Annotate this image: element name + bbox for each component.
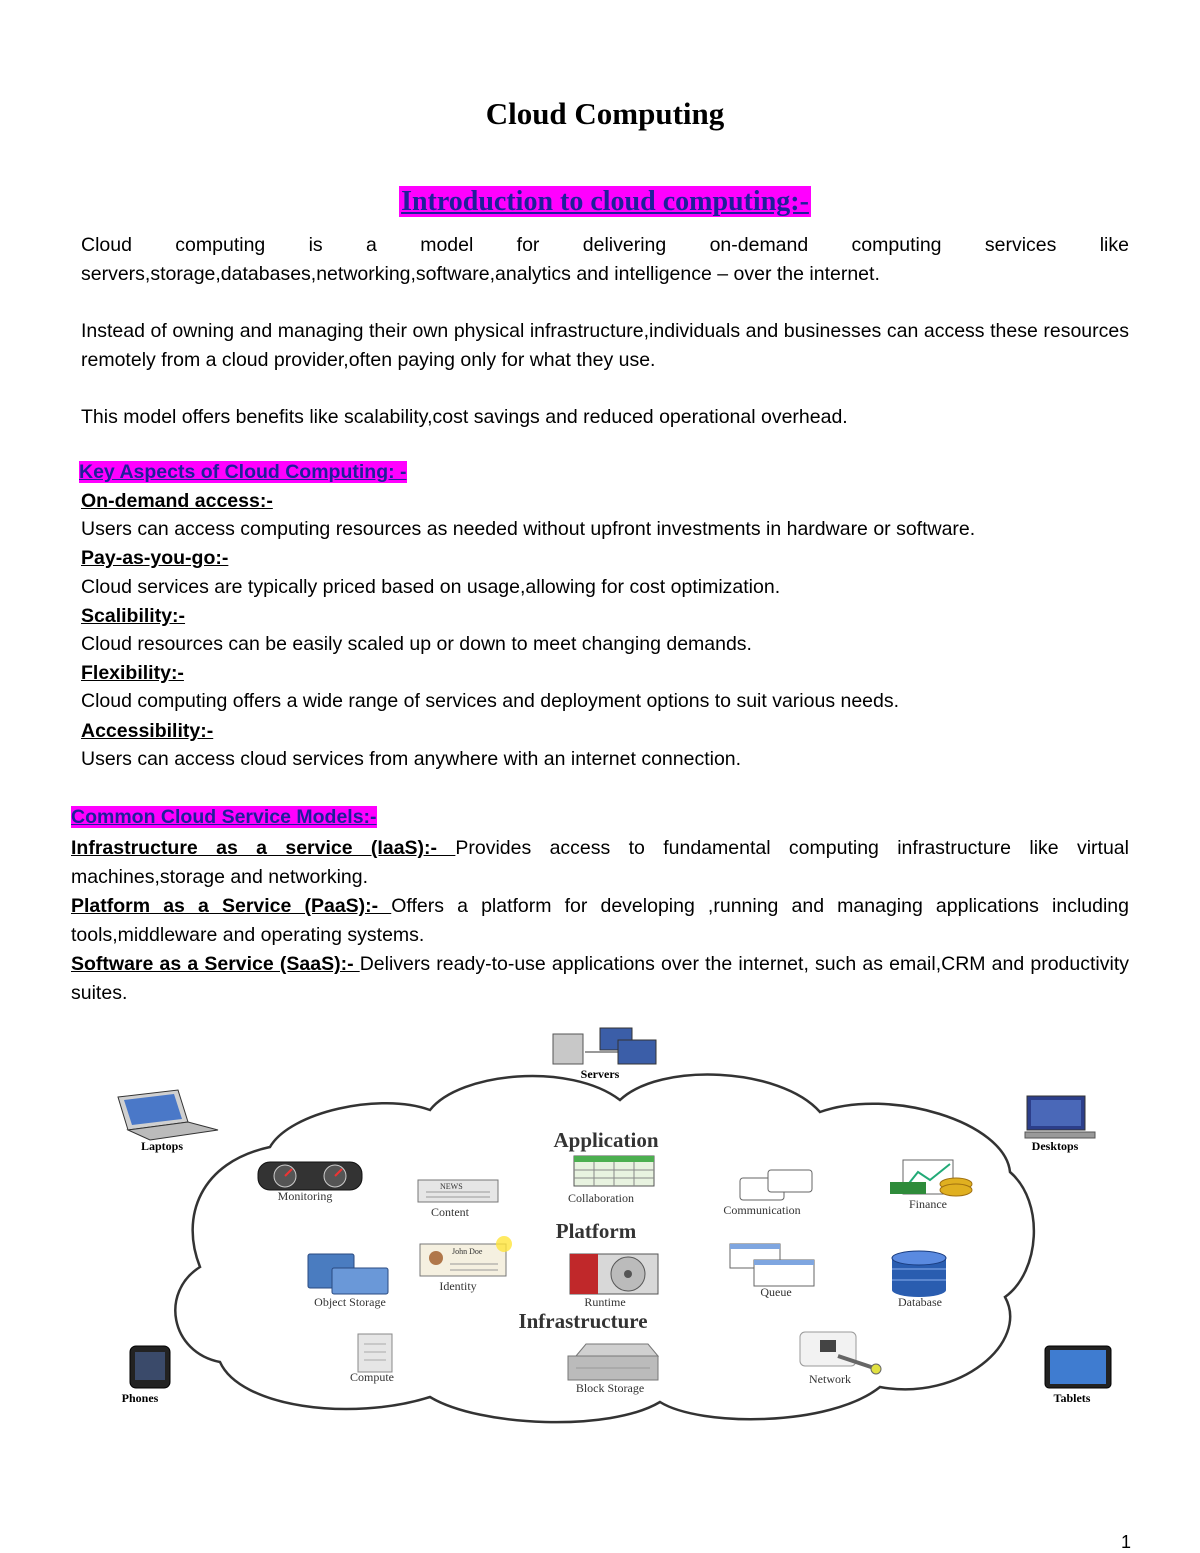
service-model-text: Delivers ready-to-use applications over the internet, such as email,CRM and productivity suites. [71, 953, 1129, 1004]
finance-label: Finance [909, 1197, 947, 1211]
intro-heading [0, 186, 1200, 218]
desktops-label: Desktops [1031, 1139, 1079, 1153]
runtime-label: Runtime [584, 1295, 626, 1309]
runtime-icon [570, 1254, 658, 1294]
servers-label: Servers [580, 1067, 620, 1081]
database-icon [892, 1251, 946, 1297]
aspect-title: On-demand access:- [81, 490, 273, 512]
platform-label: Platform [555, 1219, 637, 1243]
intro-paragraph-2: Instead of owning and managing their own physical infrastructure,individuals and businesses can access these resources remotely from a cloud provider,often paying only for what they use. [81, 320, 1129, 371]
network-label: Network [809, 1372, 851, 1386]
block-storage-icon [568, 1344, 658, 1380]
service-model-title: Platform as a Service (PaaS):- [71, 895, 392, 917]
object-storage-label: Object Storage [314, 1295, 386, 1309]
aspect-title: Flexibility:- [81, 662, 184, 684]
monitoring-label: Monitoring [277, 1189, 333, 1203]
tablets-label: Tablets [1053, 1391, 1091, 1405]
identity-label: Identity [439, 1279, 477, 1293]
service-model-text: Provides access to fundamental computing infrastructure like virtual machines,storage and networking. [71, 837, 1129, 888]
monitoring-icon [258, 1162, 362, 1190]
tablets-icon [1045, 1346, 1111, 1388]
service-models-heading: Common Cloud Service Models:- [71, 806, 377, 828]
phones-icon [130, 1346, 170, 1388]
aspect-text: Cloud computing offers a wide range of services and deployment options to suit various needs. [81, 690, 900, 712]
block-storage-label: Block Storage [575, 1381, 645, 1395]
aspect-title: Scalibility:- [81, 605, 186, 627]
communication-label: Communication [723, 1203, 801, 1217]
service-model-title: Software as a Service (SaaS):- [71, 953, 360, 975]
aspect-text: Users can access cloud services from anywhere with an internet connection. [81, 748, 742, 770]
aspect-text: Users can access computing resources as needed without upfront investments in hardware or software. [81, 518, 976, 540]
compute-icon [358, 1334, 392, 1372]
aspect-title: Pay-as-you-go:- [81, 547, 229, 569]
aspect-text: Cloud services are typically priced based on usage,allowing for cost optimization. [81, 576, 781, 598]
content-label: Content [431, 1205, 469, 1219]
servers-icon [553, 1028, 656, 1064]
collaboration-icon [574, 1156, 654, 1186]
cloud-diagram [100, 1022, 1120, 1432]
laptops-label: Laptops [140, 1139, 184, 1153]
service-model-iaas [71, 834, 1129, 892]
page-number: 1 [1121, 1532, 1132, 1552]
content-news-text: NEWS [440, 1182, 463, 1191]
intro-heading-text: Introduction to cloud computing:- [401, 186, 809, 217]
aspect-title: Accessibility:- [81, 720, 214, 742]
page-title: Cloud Computing [485, 96, 725, 131]
infrastructure-label: Infrastructure [518, 1309, 648, 1333]
phones-label: Phones [121, 1391, 159, 1405]
identity-john-doe-text: John Doe [452, 1247, 483, 1256]
key-aspects-heading: Key Aspects of Cloud Computing: - [79, 461, 407, 483]
service-model-paas [71, 892, 1129, 950]
service-model-title: Infrastructure as a service (IaaS):- [71, 837, 456, 859]
service-model-text: Offers a platform for developing ,running and managing applications including tools,middleware and operating systems. [71, 895, 1129, 946]
desktops-icon [1025, 1096, 1095, 1138]
laptops-icon [118, 1090, 218, 1140]
compute-label: Compute [350, 1370, 394, 1384]
intro-paragraph-3: This model offers benefits like scalability,cost savings and reduced operational overhead. [81, 406, 848, 428]
database-label: Database [898, 1295, 942, 1309]
service-model-saas [71, 950, 1129, 1008]
collaboration-label: Collaboration [568, 1191, 634, 1205]
aspect-text: Cloud resources can be easily scaled up or down to meet changing demands. [81, 633, 752, 655]
intro-paragraph-1: Cloud computing is a model for delivering on-demand computing services like servers,storage,databases,networking,software,analytics and intelligence – over the internet. [81, 234, 1129, 285]
queue-label: Queue [760, 1285, 792, 1299]
application-label: Application [553, 1128, 659, 1152]
